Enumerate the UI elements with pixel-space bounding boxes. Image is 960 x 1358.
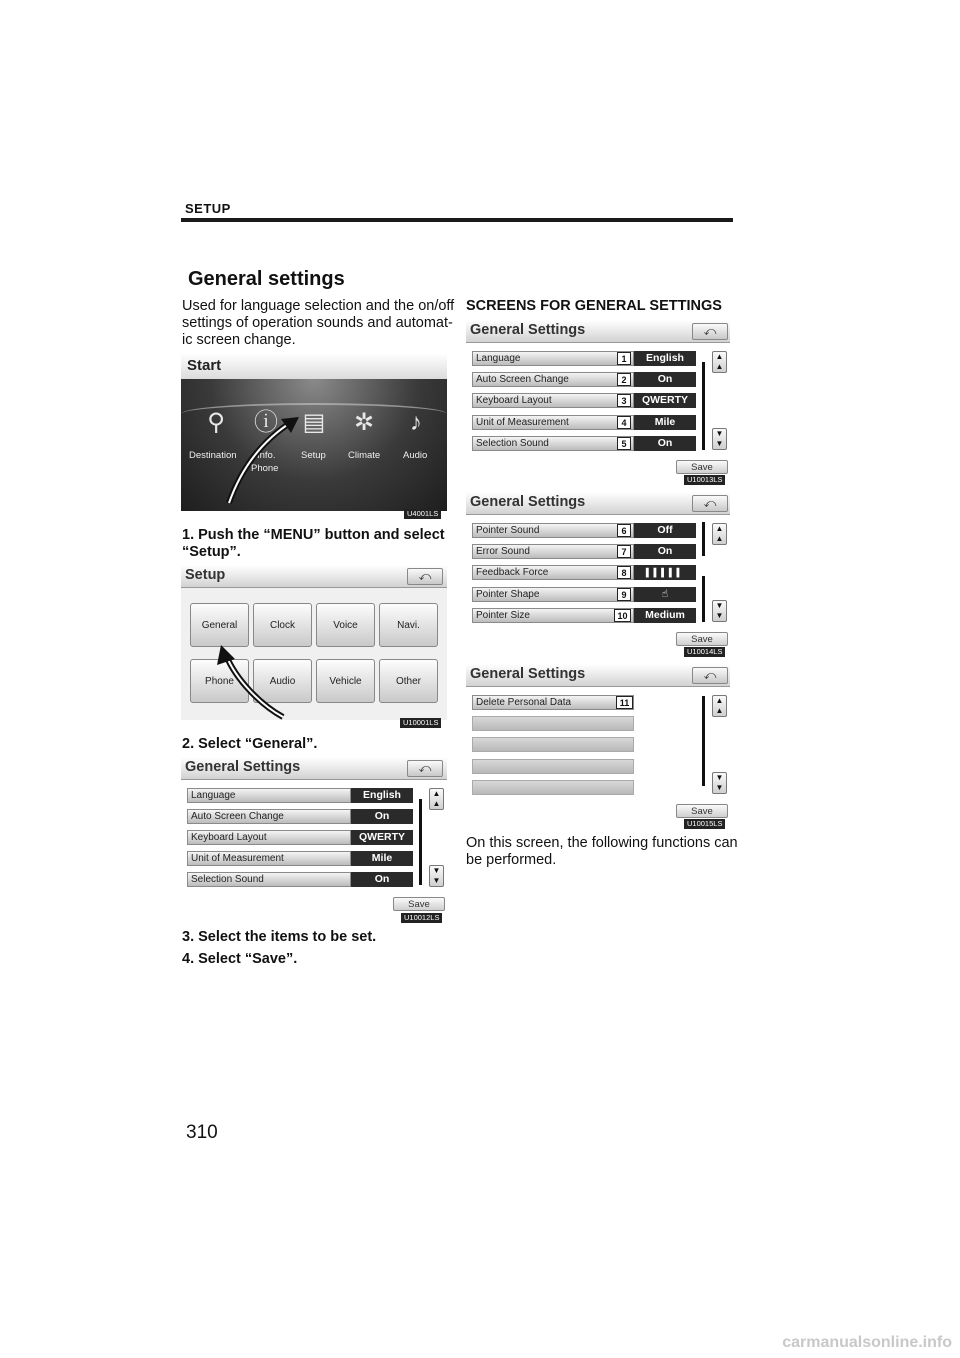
- figure-code: U10015LS: [684, 819, 725, 829]
- step-1-line-2: “Setup”.: [182, 544, 241, 560]
- empty-row: [472, 716, 634, 731]
- callout-number: 1: [617, 352, 631, 365]
- pointer-arrow: [181, 565, 447, 720]
- error-sound-value[interactable]: On: [634, 544, 696, 559]
- outro-line-1: On this screen, the following functions can: [466, 835, 738, 851]
- figure-code: U10012LS: [401, 913, 442, 923]
- unit-of-measurement-value[interactable]: Mile: [634, 415, 696, 430]
- back-button[interactable]: ⤺: [407, 760, 443, 777]
- keyboard-layout-value[interactable]: QWERTY: [351, 830, 413, 845]
- clock-button[interactable]: Clock: [253, 603, 312, 647]
- setup-icon[interactable]: ▤: [302, 409, 326, 436]
- scrollbar[interactable]: [702, 362, 705, 450]
- language-value[interactable]: English: [351, 788, 413, 803]
- feedback-force-value[interactable]: ▌▌▌▌▌: [634, 565, 696, 580]
- figure-code: U10013LS: [684, 475, 725, 485]
- climate-label: Climate: [348, 450, 381, 461]
- general-settings-screen-3: [466, 664, 732, 824]
- general-settings-title: General Settings: [470, 666, 586, 682]
- back-button[interactable]: ⤺: [692, 667, 728, 684]
- general-settings-title: General Settings: [185, 759, 301, 775]
- callout-number: 6: [617, 524, 631, 537]
- language-value[interactable]: English: [634, 351, 696, 366]
- figure-code: U10001LS: [400, 718, 441, 728]
- selection-sound-value[interactable]: On: [351, 872, 413, 887]
- selection-sound-value[interactable]: On: [634, 436, 696, 451]
- phone-label: Phone: [251, 463, 279, 474]
- page-number: 310: [186, 1122, 218, 1143]
- scrollbar[interactable]: [702, 522, 705, 556]
- start-title: Start: [187, 357, 222, 374]
- general-settings-title: General Settings: [470, 322, 586, 338]
- scroll-down-button[interactable]: [712, 600, 727, 622]
- auto-screen-change-value[interactable]: On: [634, 372, 696, 387]
- empty-row: [472, 737, 634, 752]
- scroll-up-button[interactable]: [712, 695, 727, 717]
- intro-line-3: ic screen change.: [182, 332, 296, 348]
- audio-icon[interactable]: ♪: [410, 409, 422, 436]
- error-sound-setting[interactable]: Error Sound: [472, 544, 634, 559]
- keyboard-layout-value[interactable]: QWERTY: [634, 393, 696, 408]
- pointer-shape-value[interactable]: [634, 587, 696, 602]
- unit-of-measurement-setting[interactable]: Unit of Measurement: [472, 415, 634, 430]
- language-setting[interactable]: Language: [472, 351, 634, 366]
- unit-of-measurement-setting[interactable]: Unit of Measurement: [187, 851, 351, 866]
- outro-line-2: be performed.: [466, 852, 557, 868]
- header-rule: [181, 218, 733, 222]
- selection-sound-setting[interactable]: Selection Sound: [472, 436, 634, 451]
- general-settings-screen-2: [466, 492, 732, 652]
- screens-title: SCREENS FOR GENERAL SETTINGS: [466, 298, 722, 314]
- back-button[interactable]: ⤺: [692, 323, 728, 340]
- scrollbar[interactable]: [419, 799, 422, 885]
- keyboard-layout-setting[interactable]: Keyboard Layout: [472, 393, 634, 408]
- pointer-arrow: [181, 353, 447, 511]
- scroll-up-button[interactable]: [712, 351, 727, 373]
- save-button[interactable]: Save: [393, 897, 445, 911]
- scrollbar[interactable]: [702, 696, 705, 786]
- save-button[interactable]: Save: [676, 460, 728, 474]
- destination-icon[interactable]: ⚲: [207, 409, 225, 436]
- phone-button[interactable]: Phone: [190, 659, 249, 703]
- step-2: 2. Select “General”.: [182, 736, 318, 752]
- general-button[interactable]: General: [190, 603, 249, 647]
- general-settings-screen-1: [466, 320, 732, 480]
- delete-personal-data-button[interactable]: Delete Personal Data: [472, 695, 634, 710]
- scrollbar[interactable]: [702, 576, 705, 622]
- other-button[interactable]: Other: [379, 659, 438, 703]
- pointer-sound-value[interactable]: Off: [634, 523, 696, 538]
- feedback-force-setting[interactable]: Feedback Force: [472, 565, 634, 580]
- general-settings-header: [466, 320, 730, 343]
- info-icon[interactable]: ⓘ: [254, 409, 278, 436]
- auto-screen-change-value[interactable]: On: [351, 809, 413, 824]
- save-button[interactable]: Save: [676, 804, 728, 818]
- callout-number: 2: [617, 373, 631, 386]
- callout-number: 10: [614, 609, 631, 622]
- callout-number: 3: [617, 394, 631, 407]
- step-1-line-1: 1. Push the “MENU” button and select: [182, 527, 445, 543]
- setup-screen: [181, 565, 447, 720]
- pointer-sound-setting[interactable]: Pointer Sound: [472, 523, 634, 538]
- voice-button[interactable]: Voice: [316, 603, 375, 647]
- keyboard-layout-setting[interactable]: Keyboard Layout: [187, 830, 351, 845]
- pointer-size-setting[interactable]: Pointer Size: [472, 608, 634, 623]
- figure-code: U10014LS: [684, 647, 725, 657]
- scroll-up-button[interactable]: [712, 523, 727, 545]
- vehicle-button[interactable]: Vehicle: [316, 659, 375, 703]
- language-setting[interactable]: Language: [187, 788, 351, 803]
- auto-screen-change-setting[interactable]: Auto Screen Change: [472, 372, 634, 387]
- scroll-up-icon: ▲ ▲: [715, 696, 724, 715]
- destination-label: Destination: [189, 450, 237, 461]
- return-arrow-icon: ⤺: [418, 569, 432, 583]
- general-settings-title: General Settings: [470, 494, 586, 510]
- scroll-down-button[interactable]: [429, 865, 444, 887]
- navi-button[interactable]: Navi.: [379, 603, 438, 647]
- intro-line-2: settings of operation sounds and automat-: [182, 315, 453, 331]
- empty-row: [472, 759, 634, 774]
- general-settings-screen: [181, 757, 447, 915]
- intro-line-1: Used for language selection and the on/off: [182, 298, 455, 314]
- callout-number: 11: [616, 696, 633, 709]
- scroll-up-icon: ▲ ▲: [715, 352, 724, 371]
- scroll-down-button[interactable]: [712, 772, 727, 794]
- save-button[interactable]: Save: [676, 632, 728, 646]
- scroll-down-icon: ▼ ▼: [715, 429, 724, 448]
- audio-button[interactable]: Audio: [253, 659, 312, 703]
- callout-number: 4: [617, 416, 631, 429]
- scroll-down-icon: ▼ ▼: [715, 601, 724, 620]
- unit-of-measurement-value[interactable]: Mile: [351, 851, 413, 866]
- pointer-shape-setting[interactable]: Pointer Shape: [472, 587, 634, 602]
- audio-label: Audio: [403, 450, 428, 461]
- step-3: 3. Select the items to be set.: [182, 929, 377, 945]
- section-label: SETUP: [185, 201, 231, 216]
- general-settings-header: [466, 492, 730, 515]
- scroll-up-icon: ▲ ▲: [715, 524, 724, 543]
- scroll-down-button[interactable]: [712, 428, 727, 450]
- step-4: 4. Select “Save”.: [182, 951, 298, 967]
- scroll-down-icon: ▼ ▼: [432, 866, 441, 885]
- callout-number: 8: [617, 566, 631, 579]
- back-button[interactable]: ⤺: [692, 495, 728, 512]
- callout-number: 9: [617, 588, 631, 601]
- scroll-up-icon: ▲ ▲: [432, 789, 441, 808]
- hand-pointer-icon: ☝: [661, 588, 669, 600]
- info-label: Info.: [257, 450, 276, 461]
- callout-number: 5: [617, 437, 631, 450]
- auto-screen-change-setting[interactable]: Auto Screen Change: [187, 809, 351, 824]
- figure-code: U4001LS: [404, 509, 441, 519]
- selection-sound-setting[interactable]: Selection Sound: [187, 872, 351, 887]
- general-settings-header: [466, 664, 730, 687]
- callout-number: 7: [617, 545, 631, 558]
- setup-title: Setup: [185, 567, 226, 583]
- page-heading: General settings: [188, 268, 345, 290]
- climate-icon[interactable]: ✲: [353, 409, 375, 436]
- scroll-up-button[interactable]: [429, 788, 444, 810]
- watermark: carmanualsonline.info: [782, 1334, 952, 1351]
- start-screen: [181, 353, 447, 511]
- scroll-down-icon: ▼ ▼: [715, 773, 724, 792]
- pointer-size-value[interactable]: Medium: [634, 608, 696, 623]
- setup-label: Setup: [301, 450, 326, 461]
- empty-row: [472, 780, 634, 795]
